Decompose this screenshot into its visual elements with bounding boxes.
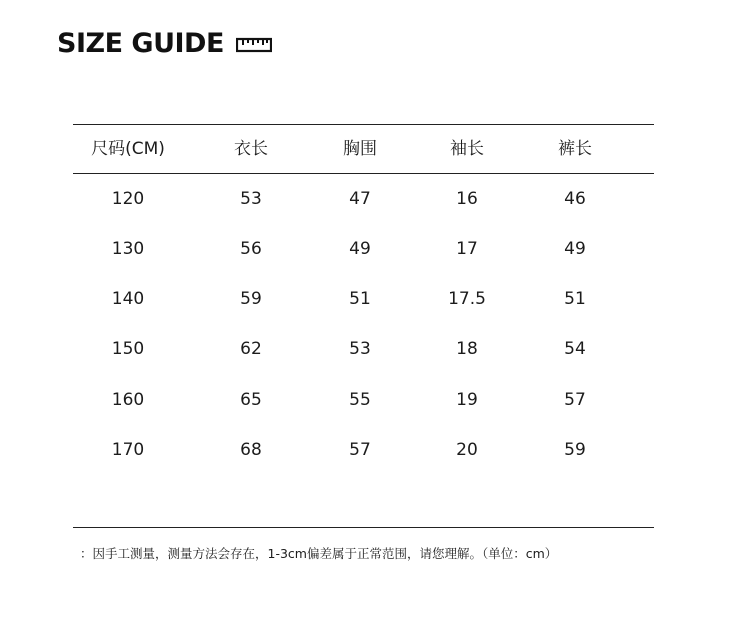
size-cell: 120 <box>111 189 145 209</box>
size-cell: 160 <box>111 390 145 410</box>
table-row <box>73 385 654 415</box>
page-title: SIZE GUIDE <box>57 28 224 59</box>
ruler-icon <box>236 37 272 53</box>
size-cell: 150 <box>111 339 145 359</box>
table-row <box>73 435 654 465</box>
size-guide-header <box>57 26 272 62</box>
chest-cell: 55 <box>349 390 371 410</box>
header-sleeve: 袖长 <box>450 139 484 159</box>
size-cell: 170 <box>111 440 145 460</box>
chest-cell: 57 <box>349 440 371 460</box>
sleeve-cell: 17 <box>456 239 478 259</box>
pants-length-cell: 59 <box>564 440 586 460</box>
length-cell: 56 <box>240 239 262 259</box>
length-cell: 65 <box>240 390 262 410</box>
chest-cell: 51 <box>349 289 371 309</box>
chest-cell: 53 <box>349 339 371 359</box>
table-row <box>73 234 654 264</box>
table-row <box>73 284 654 314</box>
table-row <box>73 184 654 214</box>
header-size: 尺码(CM) <box>91 139 165 159</box>
table-header-row <box>73 134 654 164</box>
sleeve-cell: 16 <box>456 189 478 209</box>
size-cell: 140 <box>111 289 145 309</box>
measurement-note: ：因手工测量，测量方法会存在，1-3cm偏差属于正常范围，请您理解。（单位：cm） <box>80 546 558 561</box>
pants-length-cell: 57 <box>564 390 586 410</box>
pants-length-cell: 46 <box>564 189 586 209</box>
table-header-rule <box>73 173 654 174</box>
sleeve-cell: 18 <box>456 339 478 359</box>
size-cell: 130 <box>111 239 145 259</box>
sleeve-cell: 17.5 <box>448 289 486 309</box>
sleeve-cell: 19 <box>456 390 478 410</box>
length-cell: 62 <box>240 339 262 359</box>
sleeve-cell: 20 <box>456 440 478 460</box>
table-row <box>73 334 654 364</box>
table-bottom-rule <box>73 527 654 528</box>
header-chest: 胸围 <box>343 139 377 159</box>
pants-length-cell: 54 <box>564 339 586 359</box>
chest-cell: 47 <box>349 189 371 209</box>
pants-length-cell: 51 <box>564 289 586 309</box>
length-cell: 59 <box>240 289 262 309</box>
chest-cell: 49 <box>349 239 371 259</box>
length-cell: 53 <box>240 189 262 209</box>
length-cell: 68 <box>240 440 262 460</box>
pants-length-cell: 49 <box>564 239 586 259</box>
header-pants-length: 裤长 <box>558 139 592 159</box>
header-length: 衣长 <box>234 139 268 159</box>
table-top-rule <box>73 124 654 125</box>
